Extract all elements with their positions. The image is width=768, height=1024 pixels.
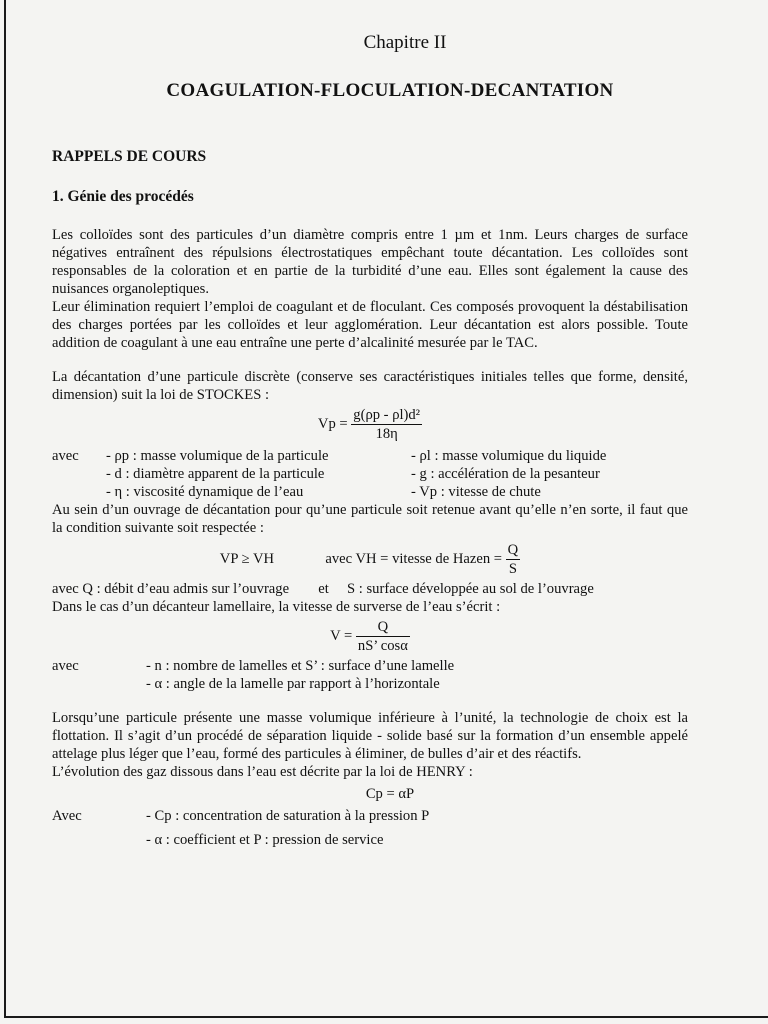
lamellar-definitions (52, 657, 688, 675)
avec-label: avec (52, 658, 79, 674)
hazen-denominator: S (508, 561, 517, 577)
hazen-numerator: Q (507, 542, 519, 558)
definition-item: - α : angle de la lamelle par rapport à l’horizontale (146, 676, 440, 692)
hazen-formula (52, 541, 688, 578)
page-title: COAGULATION-FLOCULATION-DECANTATION (166, 80, 614, 101)
definition-item: - Cp : concentration de saturation à la pression P (146, 808, 430, 824)
definition-item: - g : accélération de la pesanteur (411, 466, 600, 482)
stokes-numerator: g(ρp - ρl)d² (353, 407, 421, 423)
definition-item: - α : coefficient et P : pression de service (146, 832, 384, 848)
stokes-lhs: Vp = (317, 415, 348, 432)
paragraph-colloides: Les colloïdes sont des particules d’un diamètre compris entre 1 µm et 1nm. Leurs charges de surface négatives entraînent des répulsions électrostatiques empêchant toute décantation. Les colloïdes sont responsables de la coloration et en partie de la turbidité d’une eau. Elles sont également la cause des nuisances organoleptiques. (52, 227, 688, 297)
definition-item: - η : viscosité dynamique de l’eau (106, 484, 304, 500)
lamellar-fraction (356, 618, 410, 655)
paragraph-stokes-intro: La décantation d’une particule discrète (conserve ses caractéristiques initiales telles que forme, densité, dimension) suit la loi de STOCKES : (52, 369, 688, 403)
stokes-denominator: 18η (375, 426, 398, 442)
lamellar-formula (52, 618, 688, 655)
lamellar-denominator: nS’ cosα (357, 638, 408, 654)
avec-label: avec (52, 448, 79, 464)
paragraph-henry-intro: L’évolution des gaz dissous dans l’eau est décrite par la loi de HENRY : (52, 764, 473, 780)
definition-item: - Vp : vitesse de chute (411, 484, 541, 500)
paragraph-condition: Au sein d’un ouvrage de décantation pour qu’une particule soit retenue avant qu’elle n’en sorte, il faut que la condition suivante soit respectée : (52, 502, 688, 536)
section-heading: RAPPELS DE COURS (52, 148, 207, 165)
document-body (52, 34, 688, 849)
paragraph-elimination: Leur élimination requiert l’emploi de coagulant et de floculant. Ces composés provoquent la déstabilisation des charges portées par les colloïdes et leur agglomération. Leur décantation est alors possible. Toute addition de coagulant à une eau entraîne une perte d’alcalinité mesurée par le TAC. (52, 299, 688, 351)
paragraph-flottation: Lorsqu’une particule présente une masse volumique inférieure à l’unité, la technologie de choix est la flottation. Il s’agit d’un procédé de séparation liquide - solide basé sur la formation d’un ensemble appelé attelage plus léger que l’eau, formé des particules à éliminer, de bulles d’air et des réactifs. (52, 710, 688, 762)
page-border-left (4, 0, 6, 1018)
definition-item: - d : diamètre apparent de la particule (106, 466, 325, 482)
hazen-fraction (506, 541, 521, 578)
hazen-condition: VP ≥ VH (219, 550, 275, 567)
stokes-definitions (52, 447, 688, 501)
definition-item: - n : nombre de lamelles et S’ : surface d’une lamelle (146, 658, 455, 674)
lamellar-lhs: V = (330, 627, 353, 644)
definition-item: - ρl : masse volumique du liquide (411, 448, 607, 464)
stokes-formula (52, 406, 688, 443)
hazen-text: avec VH = vitesse de Hazen = (325, 550, 503, 567)
definition-item: - ρp : masse volumique de la particule (106, 448, 329, 464)
stokes-fraction (351, 406, 422, 443)
henry-formula: Cp = αP (365, 786, 415, 802)
chapter-heading: Chapitre II (363, 32, 447, 53)
lamellar-numerator: Q (356, 618, 410, 637)
paragraph-lamellaire: Dans le cas d’un décanteur lamellaire, la vitesse de surverse de l’eau s’écrit : (52, 599, 501, 615)
avec-label: Avec (52, 808, 82, 824)
henry-definitions (52, 807, 688, 825)
page-border-bottom (4, 1016, 768, 1018)
subsection-heading: 1. Génie des procédés (52, 188, 194, 205)
paragraph-debit: avec Q : débit d’eau admis sur l’ouvrage et S : surface développée au sol de l’ouvrage (52, 581, 594, 597)
